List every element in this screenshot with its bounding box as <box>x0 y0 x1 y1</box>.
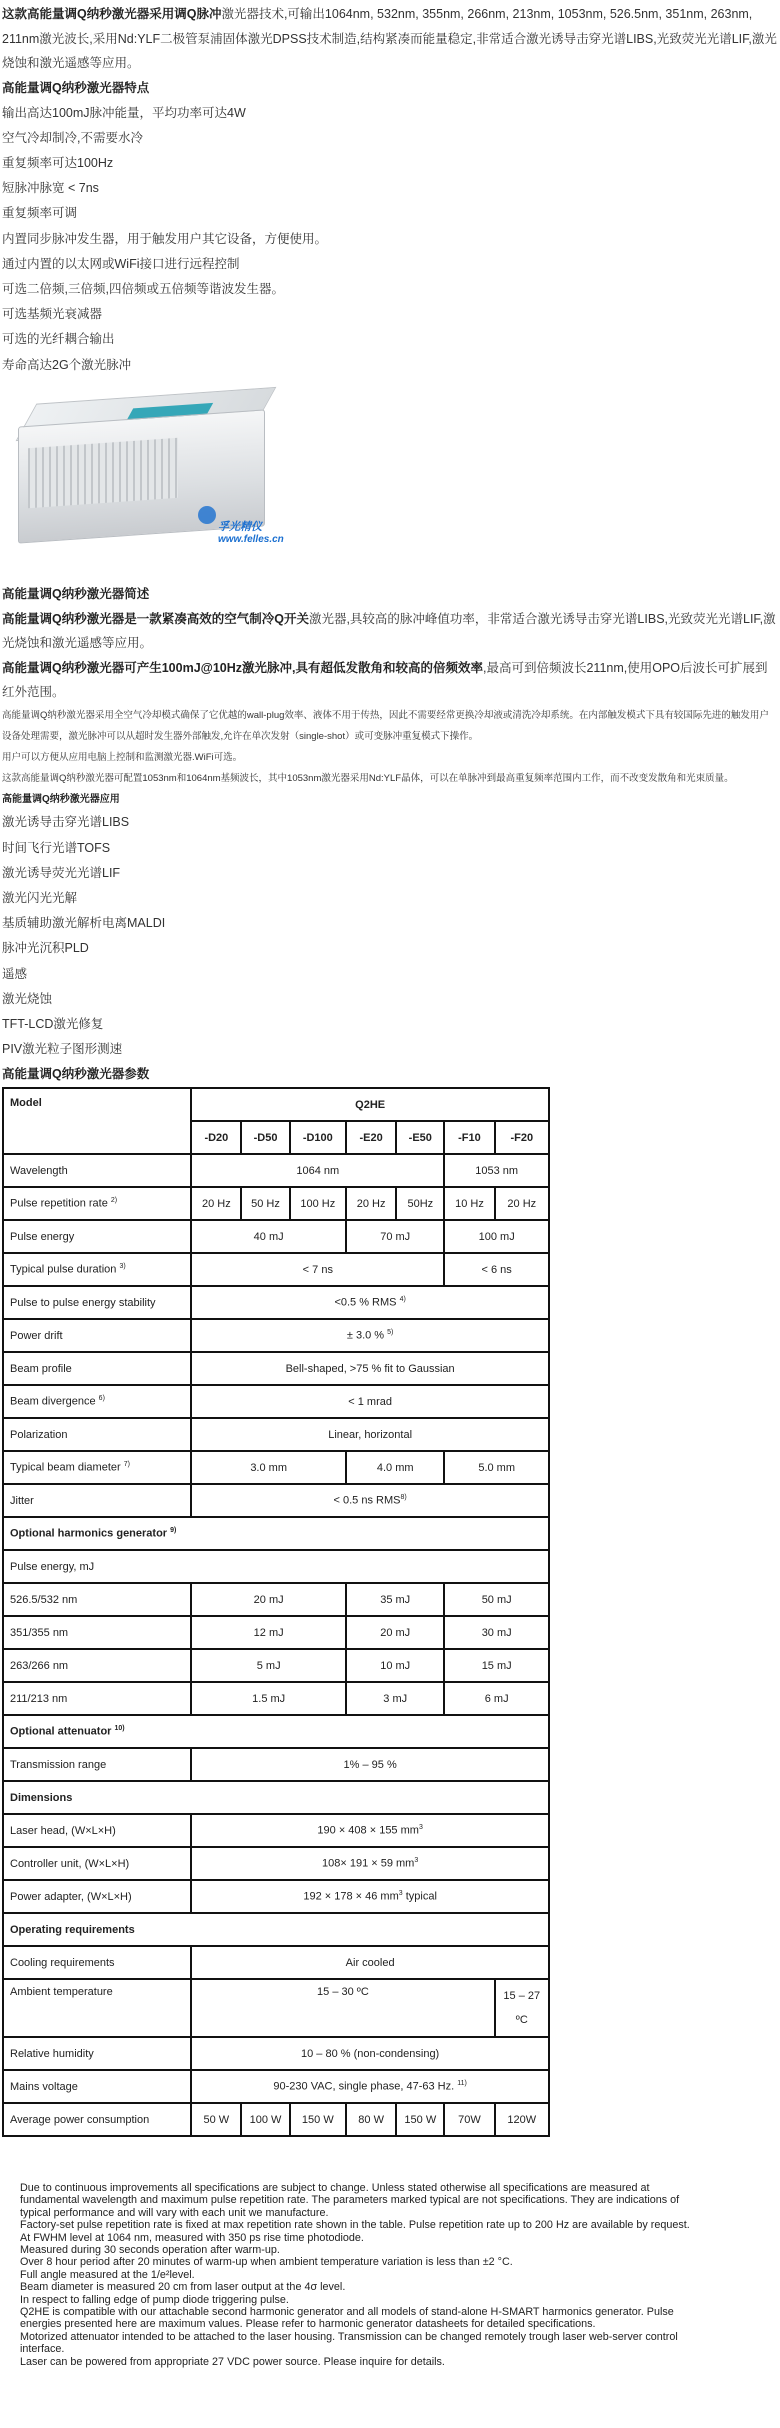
table-row-avg-power <box>3 2103 549 2136</box>
divergence-label-text: Beam divergence <box>10 1395 96 1408</box>
table-row <box>3 2037 549 2070</box>
application-item: 激光诱导荧光光谱LIF <box>2 865 121 880</box>
footnote-line: Due to continuous improvements all specifications are subject to change. Unless stated otherwise all specifications are measured at <box>20 2182 650 2194</box>
stability-value-text: <0.5 % RMS <box>334 1296 397 1309</box>
footnotes <box>20 2182 780 2368</box>
adapter-suffix: typical <box>402 1890 437 1903</box>
pulse-duration-v2: < 6 ns <box>444 1253 549 1286</box>
rep-rate-cell: 20 Hz <box>191 1187 241 1220</box>
rep-rate-cell: 20 Hz <box>346 1187 396 1220</box>
harmonics-heading-text: Optional harmonics generator <box>10 1527 168 1540</box>
table-row <box>3 1385 549 1418</box>
model-name: Q2HE <box>191 1088 549 1121</box>
footnote-line: Measured during 30 seconds operation after warm-up. <box>20 2244 280 2257</box>
intro-lead: 这款高能量调Q纳秒激光器采用调Q脉冲 <box>2 7 222 21</box>
feature-item: 短脉冲脉宽 < 7ns <box>2 181 99 196</box>
avg-power-label: Average power consumption <box>3 2103 191 2136</box>
table-row-model <box>3 1088 549 1121</box>
controller-sup: 3 <box>414 1857 419 1865</box>
application-item: 激光烧蚀 <box>2 991 53 1006</box>
footnote-line: fundamental wavelength and maximum pulse repetition rate. The parameters marked typical are not specifications. They are indications of <box>20 2194 680 2207</box>
transmission-value: 1% – 95 % <box>191 1748 549 1781</box>
table-row <box>3 1946 549 1979</box>
pulse-energy-label: Pulse energy <box>3 1220 191 1253</box>
watermark-text: 孚光精仪 <box>218 520 262 533</box>
diameter-v3: 5.0 mm <box>444 1451 549 1484</box>
rep-rate-cell: 50Hz <box>396 1187 444 1220</box>
features-heading: 高能量调Q纳秒激光器特点 <box>2 80 150 95</box>
harmonics-rows <box>3 1583 549 1715</box>
features-list <box>0 101 780 378</box>
rep-rate-cell: 10 Hz <box>444 1187 494 1220</box>
table-row <box>3 1253 549 1286</box>
watermark-url: www.felles.cn <box>218 533 284 545</box>
pulse-energy-v2: 70 mJ <box>346 1220 444 1253</box>
application-item: 基质辅助激光解析电离MALDI <box>2 916 166 931</box>
ambient-label: Ambient temperature <box>3 1979 191 2037</box>
summary-p1-lead: 高能量调Q纳秒激光器是一款紧凑高效的空气制冷Q开关 <box>2 611 309 626</box>
avg-power-cell: 80 W <box>346 2103 396 2136</box>
avg-power-cell: 100 W <box>241 2103 289 2136</box>
application-item: 时间飞行光谱TOFS <box>2 840 111 855</box>
pulse-duration-label-text: Typical pulse duration <box>10 1263 117 1276</box>
intro-text: 激光器技术,可输出1064nm, 532nm, 355nm, 266nm, 213nm, 1053nm, 526.5nm, 351nm, 263nm, 211nm激光波长,采用Nd:YLF二极管泵浦固体激光DPSS技术制造,结构紧凑而能量稳定,非常适合激光诱导击穿光谱LIBS,光致荧光光谱LIF,激光烧蚀和激光遥感等应用。 <box>2 7 777 70</box>
footnote-line: typical performance and will vary with each unit we manufacture. <box>20 2206 329 2219</box>
harmonic-v2: 35 mJ <box>346 1583 444 1616</box>
footnote-line: Laser can be powered from appropriate 27 VDC power source. Please inquire for details. <box>20 2355 445 2368</box>
avg-power-cell: 120W <box>495 2103 549 2136</box>
pulse-energy-v1: 40 mJ <box>191 1220 346 1253</box>
diameter-v2: 4.0 mm <box>346 1451 444 1484</box>
footnote-line: energies presented here are maximum values. Please refer to harmonic generator datasheets for detailed specifications. <box>20 2318 596 2331</box>
application-item: TFT-LCD激光修复 <box>2 1016 104 1031</box>
rep-rate-label <box>3 1187 191 1220</box>
controller-value-text: 108× 191 × 59 mm <box>322 1857 415 1870</box>
laser-head-value <box>191 1814 549 1847</box>
divergence-sup: 6) <box>98 1395 105 1403</box>
table-row <box>3 1979 549 2037</box>
footnote-line: Motorized attenuator intended to be attached to the laser housing. Transmission can be changed remotely trough laser web-server control <box>20 2330 678 2343</box>
wavelength-label: Wavelength <box>3 1154 191 1187</box>
jitter-value <box>191 1484 549 1517</box>
avg-power-cell: 70W <box>444 2103 494 2136</box>
table-row <box>3 2070 549 2103</box>
variant-cell: -E50 <box>396 1121 444 1154</box>
stability-value <box>191 1286 549 1319</box>
avg-power-cell: 150 W <box>396 2103 444 2136</box>
feature-item: 内置同步脉冲发生器，用于触发用户其它设备，方便使用。 <box>2 231 328 246</box>
pulse-energy-v3: 100 mJ <box>444 1220 549 1253</box>
footnote-line: interface. <box>20 2343 65 2356</box>
variant-cell: -E20 <box>346 1121 396 1154</box>
ambient-v2b: ºC <box>515 2014 528 2026</box>
table-row-rep-rate <box>3 1187 549 1220</box>
stability-sup: 4) <box>399 1296 406 1304</box>
mains-value-text: 90-230 VAC, single phase, 47-63 Hz. <box>273 2080 455 2093</box>
application-item: 脉冲光沉积PLD <box>2 941 89 956</box>
harmonic-v3: 50 mJ <box>444 1583 549 1616</box>
controller-label: Controller unit, (W×L×H) <box>3 1847 191 1880</box>
feature-item: 重复频率可达100Hz <box>2 156 114 171</box>
table-row <box>3 1418 549 1451</box>
feature-item: 重复频率可调 <box>2 206 78 221</box>
table-row-section <box>3 1913 549 1946</box>
model-label: Model <box>3 1088 191 1154</box>
drift-sup: 5) <box>387 1329 394 1337</box>
footnote-line: Over 8 hour period after 20 minutes of warm-up when ambient temperature variation is less than ±2 °C. <box>20 2256 513 2269</box>
controller-value <box>191 1847 549 1880</box>
harmonic-v2: 20 mJ <box>346 1616 444 1649</box>
footnote-line: Beam diameter is measured 20 cm from laser output at the 4σ level. <box>20 2281 346 2294</box>
summary-heading: 高能量调Q纳秒激光器简述 <box>2 586 150 601</box>
harmonics-sub: Pulse energy, mJ <box>3 1550 549 1583</box>
spec-table <box>2 1087 550 2137</box>
variant-cell: -D100 <box>290 1121 346 1154</box>
table-row <box>3 1649 549 1682</box>
humidity-value: 10 – 80 % (non-condensing) <box>191 2037 549 2070</box>
diameter-label-text: Typical beam diameter <box>10 1461 121 1474</box>
dimensions-heading: Dimensions <box>3 1781 549 1814</box>
table-row <box>3 1748 549 1781</box>
footnote-line: In respect to falling edge of pump diode triggering pulse. <box>20 2293 289 2306</box>
harmonic-v1: 1.5 mJ <box>191 1682 346 1715</box>
harmonic-v1: 5 mJ <box>191 1649 346 1682</box>
divergence-label <box>3 1385 191 1418</box>
divergence-value: < 1 mrad <box>191 1385 549 1418</box>
table-row-section <box>3 1550 549 1583</box>
harmonic-v3: 6 mJ <box>444 1682 549 1715</box>
drift-value <box>191 1319 549 1352</box>
table-row-section <box>3 1781 549 1814</box>
table-row <box>3 1814 549 1847</box>
harmonics-sup: 9) <box>170 1527 177 1535</box>
feature-item: 通过内置的以太网或WiFi接口进行远程控制 <box>2 256 240 271</box>
ambient-v2 <box>495 1979 549 2037</box>
rep-rate-cell: 50 Hz <box>241 1187 289 1220</box>
attenuator-sup: 10) <box>114 1725 125 1733</box>
harmonic-v2: 3 mJ <box>346 1682 444 1715</box>
table-row <box>3 1154 549 1187</box>
application-item: 激光诱导击穿光谱LIBS <box>2 815 130 830</box>
avg-power-cell: 150 W <box>290 2103 346 2136</box>
rep-rate-label-text: Pulse repetition rate <box>10 1197 108 1210</box>
table-row <box>3 1484 549 1517</box>
summary-p2-lead: 高能量调Q纳秒激光器可产生100mJ@10Hz激光脉冲,具有超低发散角和较高的倍频效率 <box>2 660 483 675</box>
harmonic-v1: 12 mJ <box>191 1616 346 1649</box>
table-row <box>3 1220 549 1253</box>
variant-cell: -D50 <box>241 1121 289 1154</box>
profile-label: Beam profile <box>3 1352 191 1385</box>
footnote-line: Q2HE is compatible with our attachable second harmonic generator and all models of stand-alone H-SMART harmonics generator. Pulse <box>20 2306 674 2319</box>
summary-p2 <box>0 656 780 705</box>
transmission-label: Transmission range <box>3 1748 191 1781</box>
mains-sup: 11) <box>457 2080 467 2088</box>
harmonic-v3: 15 mJ <box>444 1649 549 1682</box>
application-item: PIV激光粒子图形测速 <box>2 1042 123 1057</box>
jitter-label: Jitter <box>3 1484 191 1517</box>
cooling-value: Air cooled <box>191 1946 549 1979</box>
laser-head-label: Laser head, (W×L×H) <box>3 1814 191 1847</box>
variant-cell: -F20 <box>495 1121 549 1154</box>
footnote-line: Factory-set pulse repetition rate is fixed at max repetition rate shown in the table. Pulse repetition rate up to 200 Hz are available by request. <box>20 2219 690 2232</box>
pulse-duration-sup: 3) <box>119 1263 126 1271</box>
application-item: 遥感 <box>2 966 28 981</box>
attenuator-heading <box>3 1715 549 1748</box>
attenuator-heading-text: Optional attenuator <box>10 1725 112 1738</box>
polarization-value: Linear, horizontal <box>191 1418 549 1451</box>
table-row <box>3 1286 549 1319</box>
summary-p4: 用户可以方便从应用电脑上控制和监测激光器.WiFi可选。 <box>2 751 243 763</box>
rep-rate-sup: 2) <box>110 1197 118 1205</box>
laser-vent <box>28 438 178 508</box>
harmonics-heading <box>3 1517 549 1550</box>
polarization-label: Polarization <box>3 1418 191 1451</box>
product-image <box>8 388 284 568</box>
table-row <box>3 1880 549 1913</box>
table-row <box>3 1319 549 1352</box>
summary-p3: 高能量调Q纳秒激光器采用全空气冷却模式确保了它优越的wall-plug效率、液体不用于传热，因此不需要经常更换冷却液或清洗冷却系统。在内部触发模式下具有较国际先进的触发用户设备处理需要，激光脉冲可以从超时发生器外部触发,允许在单次发射（single-shot）或可变脉冲重复模式下操作。 <box>2 709 769 742</box>
harmonic-label: 211/213 nm <box>3 1682 191 1715</box>
summary-p5: 这款高能量调Q纳秒激光器可配置1053nm和1064nm基频波长，其中1053nm激光器采用Nd:YLF晶体，可以在单脉冲到最高重复频率范围内工作，而不改变发散角和光束质量。 <box>2 772 734 784</box>
variant-cell: -D20 <box>191 1121 241 1154</box>
wavelength-v1: 1064 nm <box>191 1154 444 1187</box>
drift-label: Power drift <box>3 1319 191 1352</box>
params-heading: 高能量调Q纳秒激光器参数 <box>2 1067 150 1082</box>
diameter-sup: 7) <box>123 1461 130 1469</box>
jitter-value-text: < 0.5 ns RMS <box>333 1494 401 1507</box>
table-row-section <box>3 1715 549 1748</box>
footnote-line: At FWHM level at 1064 nm, measured with 350 ps rise time photodiode. <box>20 2231 364 2244</box>
diameter-label <box>3 1451 191 1484</box>
watermark-logo-icon <box>198 506 216 524</box>
adapter-value-text: 192 × 178 × 46 mm <box>303 1890 399 1903</box>
mains-label: Mains voltage <box>3 2070 191 2103</box>
stability-label: Pulse to pulse energy stability <box>3 1286 191 1319</box>
feature-item: 空气冷却制冷,不需要水冷 <box>2 130 143 145</box>
harmonic-v2: 10 mJ <box>346 1649 444 1682</box>
jitter-sup: 8) <box>400 1494 407 1502</box>
ambient-v1: 15 – 30 ºC <box>191 1979 494 2037</box>
feature-item: 可选二倍频,三倍频,四倍频或五倍频等谐波发生器。 <box>2 282 284 296</box>
rep-rate-cell: 20 Hz <box>495 1187 549 1220</box>
laser-head-value-text: 190 × 408 × 155 mm <box>317 1824 419 1837</box>
cooling-label: Cooling requirements <box>3 1946 191 1979</box>
summary-p1 <box>0 607 780 656</box>
variant-cell: -F10 <box>444 1121 494 1154</box>
ambient-v2a: 15 – 27 <box>503 1990 541 2002</box>
mains-value <box>191 2070 549 2103</box>
harmonic-v3: 30 mJ <box>444 1616 549 1649</box>
harmonic-label: 526.5/532 nm <box>3 1583 191 1616</box>
application-item: 激光闪光光解 <box>2 891 78 905</box>
table-row <box>3 1682 549 1715</box>
table-row <box>3 1352 549 1385</box>
adapter-label: Power adapter, (W×L×H) <box>3 1880 191 1913</box>
diameter-v1: 3.0 mm <box>191 1451 346 1484</box>
table-row-section <box>3 1517 549 1550</box>
pulse-duration-v1: < 7 ns <box>191 1253 444 1286</box>
laser-head-sup: 3 <box>418 1824 423 1832</box>
adapter-sup: 3 <box>398 1890 403 1898</box>
pulse-duration-label <box>3 1253 191 1286</box>
operating-heading: Operating requirements <box>3 1913 549 1946</box>
harmonic-label: 263/266 nm <box>3 1649 191 1682</box>
intro-paragraph <box>0 2 780 76</box>
applications-list <box>0 810 780 1062</box>
adapter-value <box>191 1880 549 1913</box>
applications-heading: 高能量调Q纳秒激光器应用 <box>2 793 120 805</box>
summary-p2-text: ,最高可到倍频波长211nm,使用OPO后波长可扩展到红外范围。 <box>2 660 768 700</box>
drift-value-text: ± 3.0 % <box>346 1329 385 1342</box>
table-row <box>3 1616 549 1649</box>
table-row <box>3 1847 549 1880</box>
avg-power-cell: 50 W <box>191 2103 241 2136</box>
rep-rate-cell: 100 Hz <box>290 1187 346 1220</box>
footnote-line: Full angle measured at the 1/e²level. <box>20 2268 195 2281</box>
feature-item: 可选的光纤耦合输出 <box>2 332 115 347</box>
feature-item: 输出高达100mJ脉冲能量，平均功率可达4W <box>2 105 246 120</box>
feature-item: 可选基频光衰减器 <box>2 307 103 322</box>
watermark <box>218 518 284 545</box>
summary-p1-text: 激光器,具较高的脉冲峰值功率，非常适合激光诱导击穿光谱LIBS,光致荧光光谱LIF,激光烧蚀和激光遥感等应用。 <box>2 611 776 651</box>
humidity-label: Relative humidity <box>3 2037 191 2070</box>
profile-value: Bell-shaped, >75 % fit to Gaussian <box>191 1352 549 1385</box>
harmonic-label: 351/355 nm <box>3 1616 191 1649</box>
wavelength-v2: 1053 nm <box>444 1154 549 1187</box>
harmonic-v1: 20 mJ <box>191 1583 346 1616</box>
table-row <box>3 1451 549 1484</box>
feature-item: 寿命高达2G个激光脉冲 <box>2 357 132 372</box>
table-row <box>3 1583 549 1616</box>
